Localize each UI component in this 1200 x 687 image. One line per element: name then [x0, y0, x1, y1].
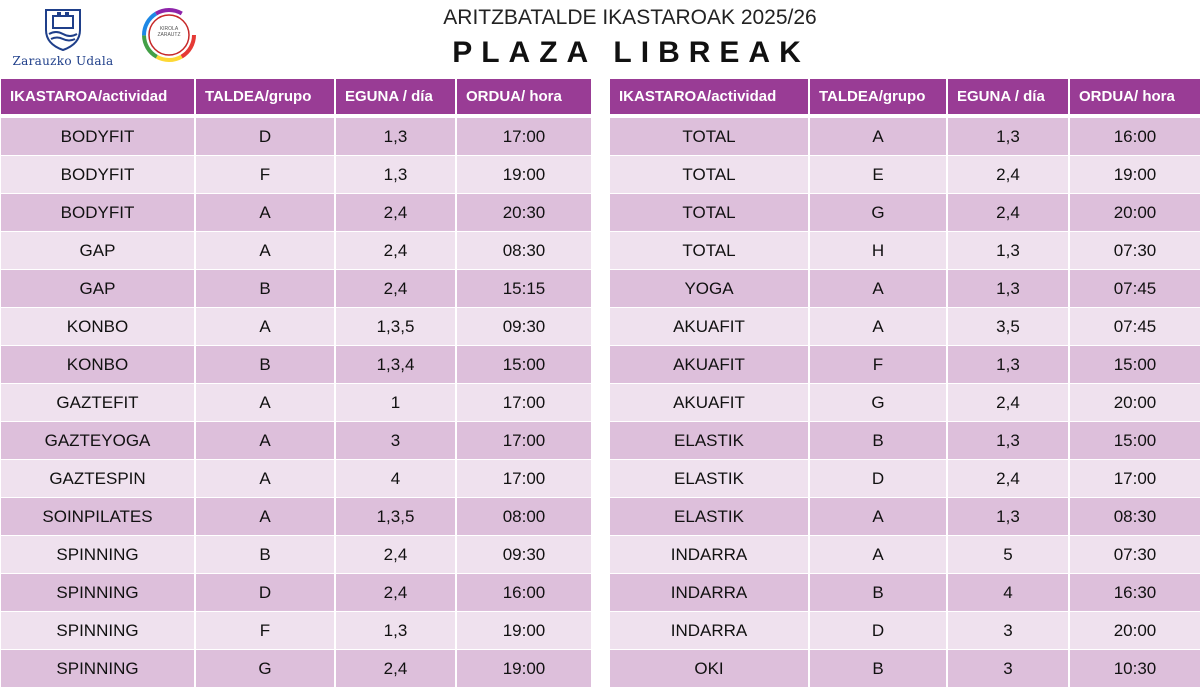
day-cell: 2,4: [947, 384, 1069, 422]
time-cell: 07:30: [1069, 232, 1200, 270]
table-row: [1, 346, 591, 384]
group-cell: G: [809, 194, 947, 232]
group-cell: B: [809, 574, 947, 612]
group-cell: F: [195, 612, 335, 650]
time-cell: 16:00: [456, 574, 591, 612]
table-row: [610, 270, 1200, 308]
header-time: ORDUA/ hora: [456, 79, 591, 114]
header-day: EGUNA / día: [335, 79, 456, 114]
activity-cell: BODYFIT: [1, 118, 195, 156]
activity-cell: TOTAL: [610, 118, 809, 156]
day-cell: 1,3: [947, 498, 1069, 536]
time-cell: 15:15: [456, 270, 591, 308]
time-cell: 16:30: [1069, 574, 1200, 612]
group-cell: A: [195, 498, 335, 536]
day-cell: 1,3: [335, 118, 456, 156]
time-cell: 20:30: [456, 194, 591, 232]
table-row: [610, 232, 1200, 270]
time-cell: 20:00: [1069, 194, 1200, 232]
table-row: [610, 384, 1200, 422]
day-cell: 2,4: [335, 232, 456, 270]
day-cell: 2,4: [335, 270, 456, 308]
day-cell: 3: [947, 650, 1069, 687]
group-cell: B: [195, 270, 335, 308]
time-cell: 07:30: [1069, 536, 1200, 574]
table-row: [1, 308, 591, 346]
group-cell: D: [809, 460, 947, 498]
schedule-table-right: [610, 79, 1200, 687]
activity-cell: SOINPILATES: [1, 498, 195, 536]
group-cell: G: [809, 384, 947, 422]
council-name: Zarauzko Udala: [8, 54, 118, 68]
activity-cell: SPINNING: [1, 536, 195, 574]
day-cell: 1,3: [947, 422, 1069, 460]
header-day: EGUNA / día: [947, 79, 1069, 114]
activity-cell: AKUAFIT: [610, 346, 809, 384]
table-row: [610, 422, 1200, 460]
table-row: [610, 156, 1200, 194]
group-cell: G: [195, 650, 335, 687]
day-cell: 1: [335, 384, 456, 422]
activity-cell: AKUAFIT: [610, 308, 809, 346]
time-cell: 19:00: [456, 650, 591, 687]
table-row: [1, 270, 591, 308]
time-cell: 17:00: [456, 460, 591, 498]
group-cell: A: [195, 384, 335, 422]
group-cell: A: [809, 536, 947, 574]
day-cell: 1,3: [947, 118, 1069, 156]
activity-cell: GAZTEFIT: [1, 384, 195, 422]
activity-cell: ELASTIK: [610, 422, 809, 460]
day-cell: 1,3: [947, 270, 1069, 308]
activity-cell: KONBO: [1, 346, 195, 384]
group-cell: B: [195, 536, 335, 574]
table-row: [610, 650, 1200, 687]
time-cell: 08:30: [1069, 498, 1200, 536]
table-row: [1, 574, 591, 612]
activity-cell: INDARRA: [610, 612, 809, 650]
group-cell: D: [195, 574, 335, 612]
group-cell: A: [195, 460, 335, 498]
time-cell: 20:00: [1069, 384, 1200, 422]
time-cell: 15:00: [1069, 422, 1200, 460]
activity-cell: GAP: [1, 232, 195, 270]
time-cell: 16:00: [1069, 118, 1200, 156]
group-cell: A: [809, 308, 947, 346]
activity-cell: INDARRA: [610, 536, 809, 574]
time-cell: 09:30: [456, 536, 591, 574]
table-row: [1, 612, 591, 650]
time-cell: 17:00: [456, 118, 591, 156]
group-cell: D: [809, 612, 947, 650]
group-cell: A: [809, 498, 947, 536]
table-row: [610, 118, 1200, 156]
group-cell: B: [809, 422, 947, 460]
activity-cell: ELASTIK: [610, 498, 809, 536]
time-cell: 10:30: [1069, 650, 1200, 687]
table-row: [610, 346, 1200, 384]
time-cell: 08:00: [456, 498, 591, 536]
table-row: [1, 536, 591, 574]
activity-cell: ELASTIK: [610, 460, 809, 498]
time-cell: 17:00: [456, 422, 591, 460]
table-row: [1, 232, 591, 270]
day-cell: 5: [947, 536, 1069, 574]
time-cell: 15:00: [456, 346, 591, 384]
header-time: ORDUA/ hora: [1069, 79, 1200, 114]
table-row: [610, 536, 1200, 574]
time-cell: 17:00: [456, 384, 591, 422]
time-cell: 15:00: [1069, 346, 1200, 384]
day-cell: 2,4: [335, 536, 456, 574]
day-cell: 1,3: [335, 156, 456, 194]
day-cell: 3: [335, 422, 456, 460]
day-cell: 1,3: [947, 232, 1069, 270]
table-row: [1, 498, 591, 536]
day-cell: 2,4: [335, 194, 456, 232]
time-cell: 19:00: [456, 612, 591, 650]
activity-cell: TOTAL: [610, 156, 809, 194]
activity-cell: BODYFIT: [1, 156, 195, 194]
table-row: [1, 650, 591, 687]
day-cell: 2,4: [947, 460, 1069, 498]
activity-cell: SPINNING: [1, 574, 195, 612]
table-row: [1, 156, 591, 194]
activity-cell: GAZTESPIN: [1, 460, 195, 498]
day-cell: 2,4: [947, 156, 1069, 194]
page-title: PLAZA LIBREAK: [0, 36, 1200, 70]
day-cell: 4: [947, 574, 1069, 612]
group-cell: A: [195, 194, 335, 232]
table-row: [1, 384, 591, 422]
schedule-table-left: [1, 79, 591, 687]
day-cell: 1,3: [335, 612, 456, 650]
day-cell: 2,4: [335, 574, 456, 612]
table-row: [1, 460, 591, 498]
table-row: [610, 574, 1200, 612]
table-row: [610, 498, 1200, 536]
activity-cell: BODYFIT: [1, 194, 195, 232]
activity-cell: OKI: [610, 650, 809, 687]
group-cell: B: [809, 650, 947, 687]
activity-cell: AKUAFIT: [610, 384, 809, 422]
table-row: [1, 422, 591, 460]
kirola-logo-text: KIROLA ZARAUTZ: [152, 26, 186, 38]
activity-cell: KONBO: [1, 308, 195, 346]
group-cell: D: [195, 118, 335, 156]
table-row: [1, 118, 591, 156]
time-cell: 07:45: [1069, 270, 1200, 308]
activity-cell: SPINNING: [1, 650, 195, 687]
activity-cell: SPINNING: [1, 612, 195, 650]
day-cell: 2,4: [947, 194, 1069, 232]
time-cell: 19:00: [456, 156, 591, 194]
group-cell: F: [195, 156, 335, 194]
header-group: TALDEA/grupo: [195, 79, 335, 114]
activity-cell: INDARRA: [610, 574, 809, 612]
table-row: [1, 194, 591, 232]
table-row: [610, 460, 1200, 498]
group-cell: H: [809, 232, 947, 270]
day-cell: 1,3,4: [335, 346, 456, 384]
group-cell: A: [195, 308, 335, 346]
time-cell: 09:30: [456, 308, 591, 346]
group-cell: A: [809, 118, 947, 156]
time-cell: 08:30: [456, 232, 591, 270]
table-header-row: [610, 79, 1200, 114]
group-cell: F: [809, 346, 947, 384]
time-cell: 17:00: [1069, 460, 1200, 498]
table-header-row: [1, 79, 591, 114]
activity-cell: YOGA: [610, 270, 809, 308]
group-cell: A: [195, 422, 335, 460]
activity-cell: GAZTEYOGA: [1, 422, 195, 460]
header-activity: IKASTAROA/actividad: [1, 79, 195, 114]
time-cell: 20:00: [1069, 612, 1200, 650]
group-cell: E: [809, 156, 947, 194]
group-cell: A: [809, 270, 947, 308]
group-cell: B: [195, 346, 335, 384]
page-subtitle: ARITZBATALDE IKASTAROAK 2025/26: [0, 6, 1200, 30]
activity-cell: TOTAL: [610, 194, 809, 232]
day-cell: 1,3,5: [335, 498, 456, 536]
header-group: TALDEA/grupo: [809, 79, 947, 114]
day-cell: 3: [947, 612, 1069, 650]
table-row: [610, 308, 1200, 346]
day-cell: 1,3,5: [335, 308, 456, 346]
day-cell: 4: [335, 460, 456, 498]
header-activity: IKASTAROA/actividad: [610, 79, 809, 114]
day-cell: 1,3: [947, 346, 1069, 384]
day-cell: 2,4: [335, 650, 456, 687]
time-cell: 19:00: [1069, 156, 1200, 194]
day-cell: 3,5: [947, 308, 1069, 346]
time-cell: 07:45: [1069, 308, 1200, 346]
activity-cell: GAP: [1, 270, 195, 308]
table-row: [610, 612, 1200, 650]
group-cell: A: [195, 232, 335, 270]
table-row: [610, 194, 1200, 232]
activity-cell: TOTAL: [610, 232, 809, 270]
